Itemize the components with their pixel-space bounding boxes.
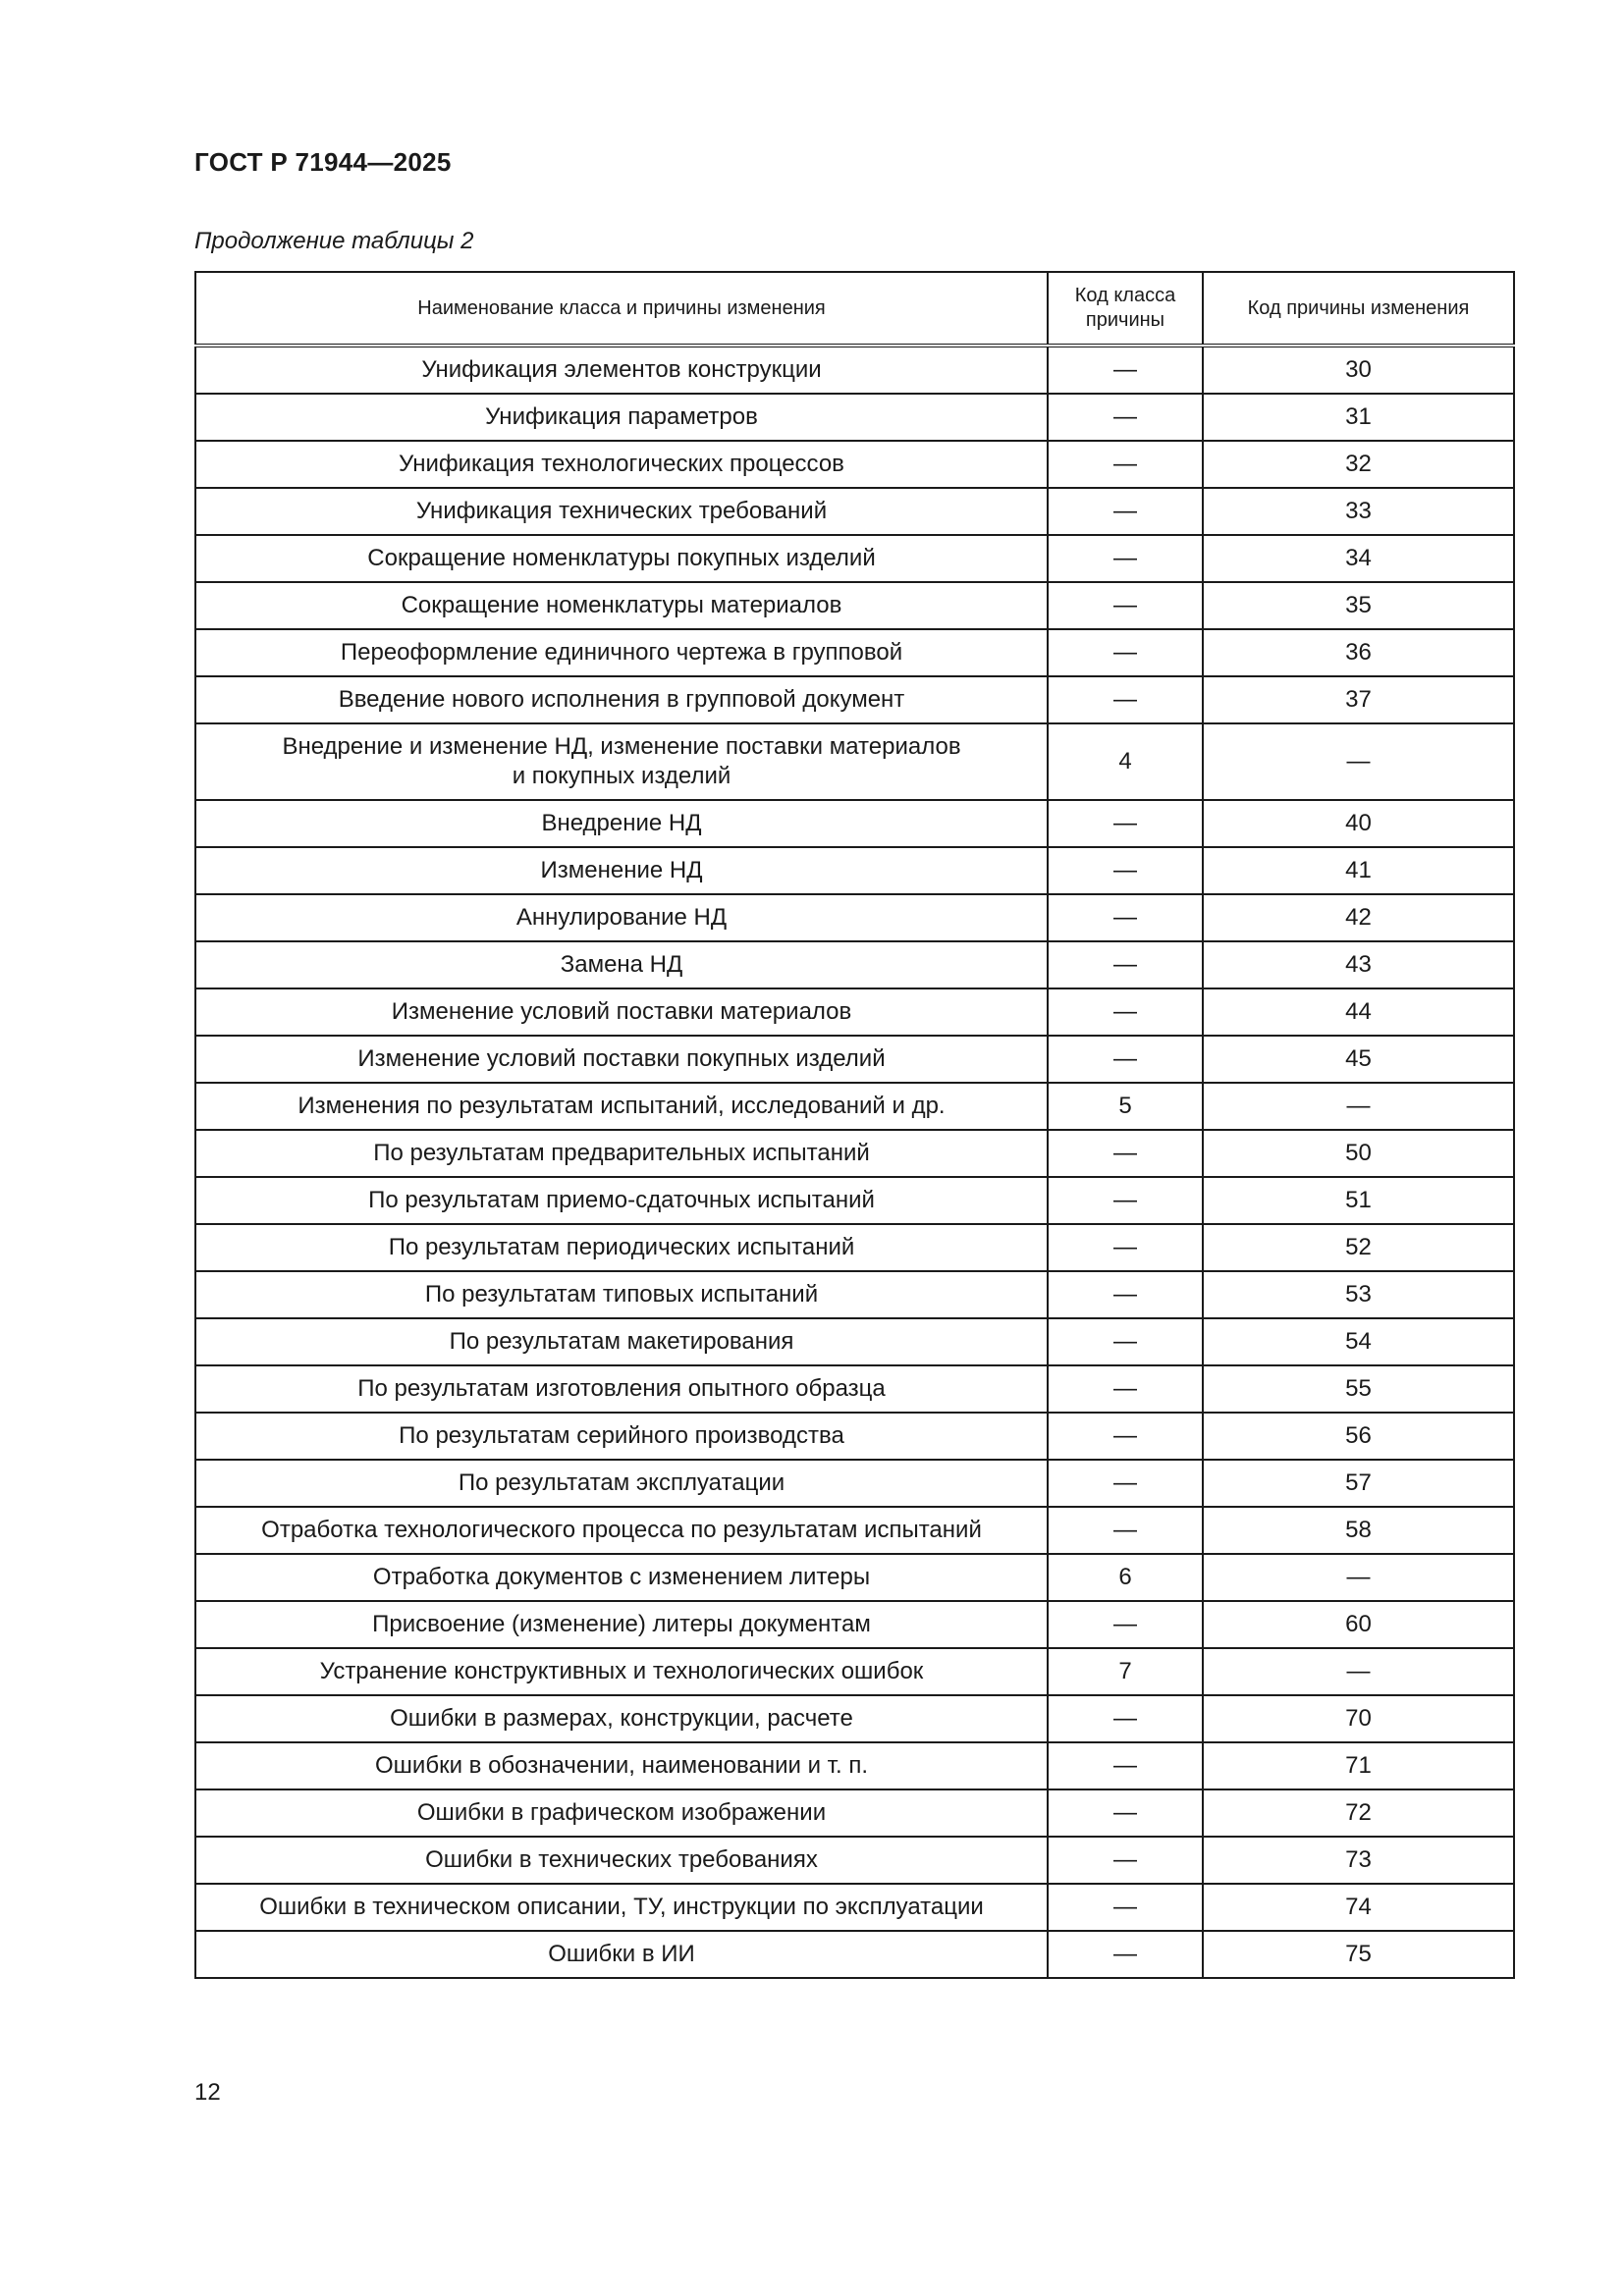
row-reason-code-cell: — — [1203, 1554, 1514, 1601]
row-name-cell: Изменение условий поставки материалов — [195, 988, 1048, 1036]
table-row — [195, 1130, 1514, 1177]
table-row — [195, 1884, 1514, 1931]
row-name-cell: По результатам периодических испытаний — [195, 1224, 1048, 1271]
row-name-cell: Изменения по результатам испытаний, исследований и др. — [195, 1083, 1048, 1130]
column-header-class-code — [1048, 272, 1203, 346]
row-class-code-cell: — — [1048, 1601, 1203, 1648]
row-reason-code-cell: 41 — [1203, 847, 1514, 894]
row-name-cell: По результатам предварительных испытаний — [195, 1130, 1048, 1177]
row-reason-code-cell: 55 — [1203, 1365, 1514, 1413]
table-row — [195, 1601, 1514, 1648]
column-header-name: Наименование класса и причины изменения — [195, 272, 1048, 346]
row-reason-code-cell: 52 — [1203, 1224, 1514, 1271]
row-class-code-cell: — — [1048, 941, 1203, 988]
table-row — [195, 1271, 1514, 1318]
row-reason-code-cell: — — [1203, 1083, 1514, 1130]
row-name-cell: Переоформление единичного чертежа в групповой — [195, 629, 1048, 676]
table-row — [195, 629, 1514, 676]
row-class-code-cell: — — [1048, 1177, 1203, 1224]
row-name-cell: Унификация параметров — [195, 394, 1048, 441]
row-class-code-cell: — — [1048, 1837, 1203, 1884]
row-name-cell: По результатам типовых испытаний — [195, 1271, 1048, 1318]
row-name-cell: Сокращение номенклатуры материалов — [195, 582, 1048, 629]
row-class-code-cell: — — [1048, 1271, 1203, 1318]
table-row — [195, 1224, 1514, 1271]
row-name-cell: Отработка технологического процесса по результатам испытаний — [195, 1507, 1048, 1554]
page-number: 12 — [194, 2079, 221, 2106]
row-class-code-cell: — — [1048, 1318, 1203, 1365]
row-class-code-cell: — — [1048, 894, 1203, 941]
row-name-cell: По результатам изготовления опытного образца — [195, 1365, 1048, 1413]
document-header: ГОСТ Р 71944—2025 — [194, 147, 452, 177]
row-reason-code-cell: 33 — [1203, 488, 1514, 535]
table-row — [195, 1177, 1514, 1224]
row-reason-code-cell: 31 — [1203, 394, 1514, 441]
table-row — [195, 1931, 1514, 1978]
table-row — [195, 1554, 1514, 1601]
row-class-code-cell: — — [1048, 1742, 1203, 1789]
row-reason-code-cell: 51 — [1203, 1177, 1514, 1224]
table-row — [195, 488, 1514, 535]
row-reason-code-cell: 43 — [1203, 941, 1514, 988]
row-name-cell: Внедрение НД — [195, 800, 1048, 847]
row-reason-code-cell: 70 — [1203, 1695, 1514, 1742]
row-class-code-cell: — — [1048, 1365, 1203, 1413]
row-class-code-cell: — — [1048, 1695, 1203, 1742]
row-name-cell: Изменение НД — [195, 847, 1048, 894]
row-reason-code-cell: 44 — [1203, 988, 1514, 1036]
row-name-cell: Устранение конструктивных и технологических ошибок — [195, 1648, 1048, 1695]
table-row — [195, 723, 1514, 800]
table-row — [195, 800, 1514, 847]
row-reason-code-cell: 73 — [1203, 1837, 1514, 1884]
row-class-code-cell: — — [1048, 1460, 1203, 1507]
table-row — [195, 988, 1514, 1036]
table-body — [195, 346, 1514, 1978]
row-name-cell: Сокращение номенклатуры покупных изделий — [195, 535, 1048, 582]
row-class-code-cell: — — [1048, 535, 1203, 582]
row-reason-code-cell: 50 — [1203, 1130, 1514, 1177]
table-row — [195, 1742, 1514, 1789]
row-class-code-cell: — — [1048, 346, 1203, 394]
row-reason-code-cell: 71 — [1203, 1742, 1514, 1789]
table-row — [195, 676, 1514, 723]
row-reason-code-cell: 37 — [1203, 676, 1514, 723]
row-class-code-cell: — — [1048, 1931, 1203, 1978]
row-reason-code-cell: — — [1203, 723, 1514, 800]
row-class-code-cell: — — [1048, 441, 1203, 488]
table-row — [195, 1507, 1514, 1554]
row-name-cell: Ошибки в графическом изображении — [195, 1789, 1048, 1837]
row-reason-code-cell: 32 — [1203, 441, 1514, 488]
row-reason-code-cell: 57 — [1203, 1460, 1514, 1507]
row-name-cell: По результатам макетирования — [195, 1318, 1048, 1365]
table-continuation-caption: Продолжение таблицы 2 — [194, 228, 474, 254]
row-reason-code-cell: 72 — [1203, 1789, 1514, 1837]
row-name-cell: Ошибки в технических требованиях — [195, 1837, 1048, 1884]
row-reason-code-cell: 53 — [1203, 1271, 1514, 1318]
row-reason-code-cell: 36 — [1203, 629, 1514, 676]
table-row — [195, 394, 1514, 441]
table-row — [195, 1318, 1514, 1365]
row-class-code-cell: — — [1048, 1036, 1203, 1083]
row-reason-code-cell: 56 — [1203, 1413, 1514, 1460]
row-class-code-cell: — — [1048, 1224, 1203, 1271]
row-name-cell: Унификация технологических процессов — [195, 441, 1048, 488]
row-class-code-cell: — — [1048, 1130, 1203, 1177]
table-row — [195, 1460, 1514, 1507]
row-class-code-cell: — — [1048, 1789, 1203, 1837]
row-name-cell: По результатам серийного производства — [195, 1413, 1048, 1460]
row-name-cell: Аннулирование НД — [195, 894, 1048, 941]
table-row — [195, 346, 1514, 394]
table-row — [195, 1695, 1514, 1742]
row-class-code-cell: — — [1048, 488, 1203, 535]
row-reason-code-cell: 30 — [1203, 346, 1514, 394]
table-header-row — [195, 272, 1514, 346]
table-row — [195, 1413, 1514, 1460]
row-name-cell: Отработка документов с изменением литеры — [195, 1554, 1048, 1601]
row-reason-code-cell: 34 — [1203, 535, 1514, 582]
row-class-code-cell: — — [1048, 394, 1203, 441]
table-row — [195, 1789, 1514, 1837]
row-class-code-cell: — — [1048, 1507, 1203, 1554]
table-row — [195, 1036, 1514, 1083]
table-row — [195, 441, 1514, 488]
row-reason-code-cell: 60 — [1203, 1601, 1514, 1648]
row-name-cell: По результатам приемо-сдаточных испытаний — [195, 1177, 1048, 1224]
row-name-cell: Введение нового исполнения в групповой документ — [195, 676, 1048, 723]
row-class-code-cell: 6 — [1048, 1554, 1203, 1601]
row-reason-code-cell: 74 — [1203, 1884, 1514, 1931]
row-reason-code-cell: 40 — [1203, 800, 1514, 847]
table-row — [195, 582, 1514, 629]
row-name-cell: Унификация элементов конструкции — [195, 346, 1048, 394]
row-name-cell: Присвоение (изменение) литеры документам — [195, 1601, 1048, 1648]
table-row — [195, 847, 1514, 894]
table-row — [195, 1365, 1514, 1413]
column-header-class-code-text: Код класса причины — [1074, 285, 1176, 331]
row-reason-code-cell: — — [1203, 1648, 1514, 1695]
row-reason-code-cell: 75 — [1203, 1931, 1514, 1978]
row-class-code-cell: — — [1048, 629, 1203, 676]
row-class-code-cell: — — [1048, 1884, 1203, 1931]
row-class-code-cell: — — [1048, 676, 1203, 723]
table-row — [195, 941, 1514, 988]
row-name-cell: По результатам эксплуатации — [195, 1460, 1048, 1507]
row-class-code-cell: — — [1048, 800, 1203, 847]
row-class-code-cell: — — [1048, 582, 1203, 629]
row-name-cell: Ошибки в техническом описании, ТУ, инструкции по эксплуатации — [195, 1884, 1048, 1931]
table-row — [195, 1083, 1514, 1130]
row-name-cell: Унификация технических требований — [195, 488, 1048, 535]
row-reason-code-cell: 42 — [1203, 894, 1514, 941]
table-row — [195, 1648, 1514, 1695]
column-header-reason-code: Код причины изменения — [1203, 272, 1514, 346]
row-reason-code-cell: 54 — [1203, 1318, 1514, 1365]
row-reason-code-cell: 45 — [1203, 1036, 1514, 1083]
table-row — [195, 894, 1514, 941]
reasons-table — [194, 271, 1515, 1979]
row-name-cell: Ошибки в размерах, конструкции, расчете — [195, 1695, 1048, 1742]
table-row — [195, 535, 1514, 582]
row-class-code-cell: — — [1048, 988, 1203, 1036]
row-class-code-cell: 4 — [1048, 723, 1203, 800]
row-class-code-cell: 5 — [1048, 1083, 1203, 1130]
row-reason-code-cell: 35 — [1203, 582, 1514, 629]
row-name-cell: Внедрение и изменение НД, изменение поставки материалов и покупных изделий — [195, 723, 1048, 800]
table-row — [195, 1837, 1514, 1884]
row-name-cell: Ошибки в обозначении, наименовании и т. п. — [195, 1742, 1048, 1789]
row-reason-code-cell: 58 — [1203, 1507, 1514, 1554]
row-class-code-cell: 7 — [1048, 1648, 1203, 1695]
row-name-cell: Ошибки в ИИ — [195, 1931, 1048, 1978]
row-class-code-cell: — — [1048, 1413, 1203, 1460]
row-name-cell: Изменение условий поставки покупных изделий — [195, 1036, 1048, 1083]
row-name-cell: Замена НД — [195, 941, 1048, 988]
row-class-code-cell: — — [1048, 847, 1203, 894]
